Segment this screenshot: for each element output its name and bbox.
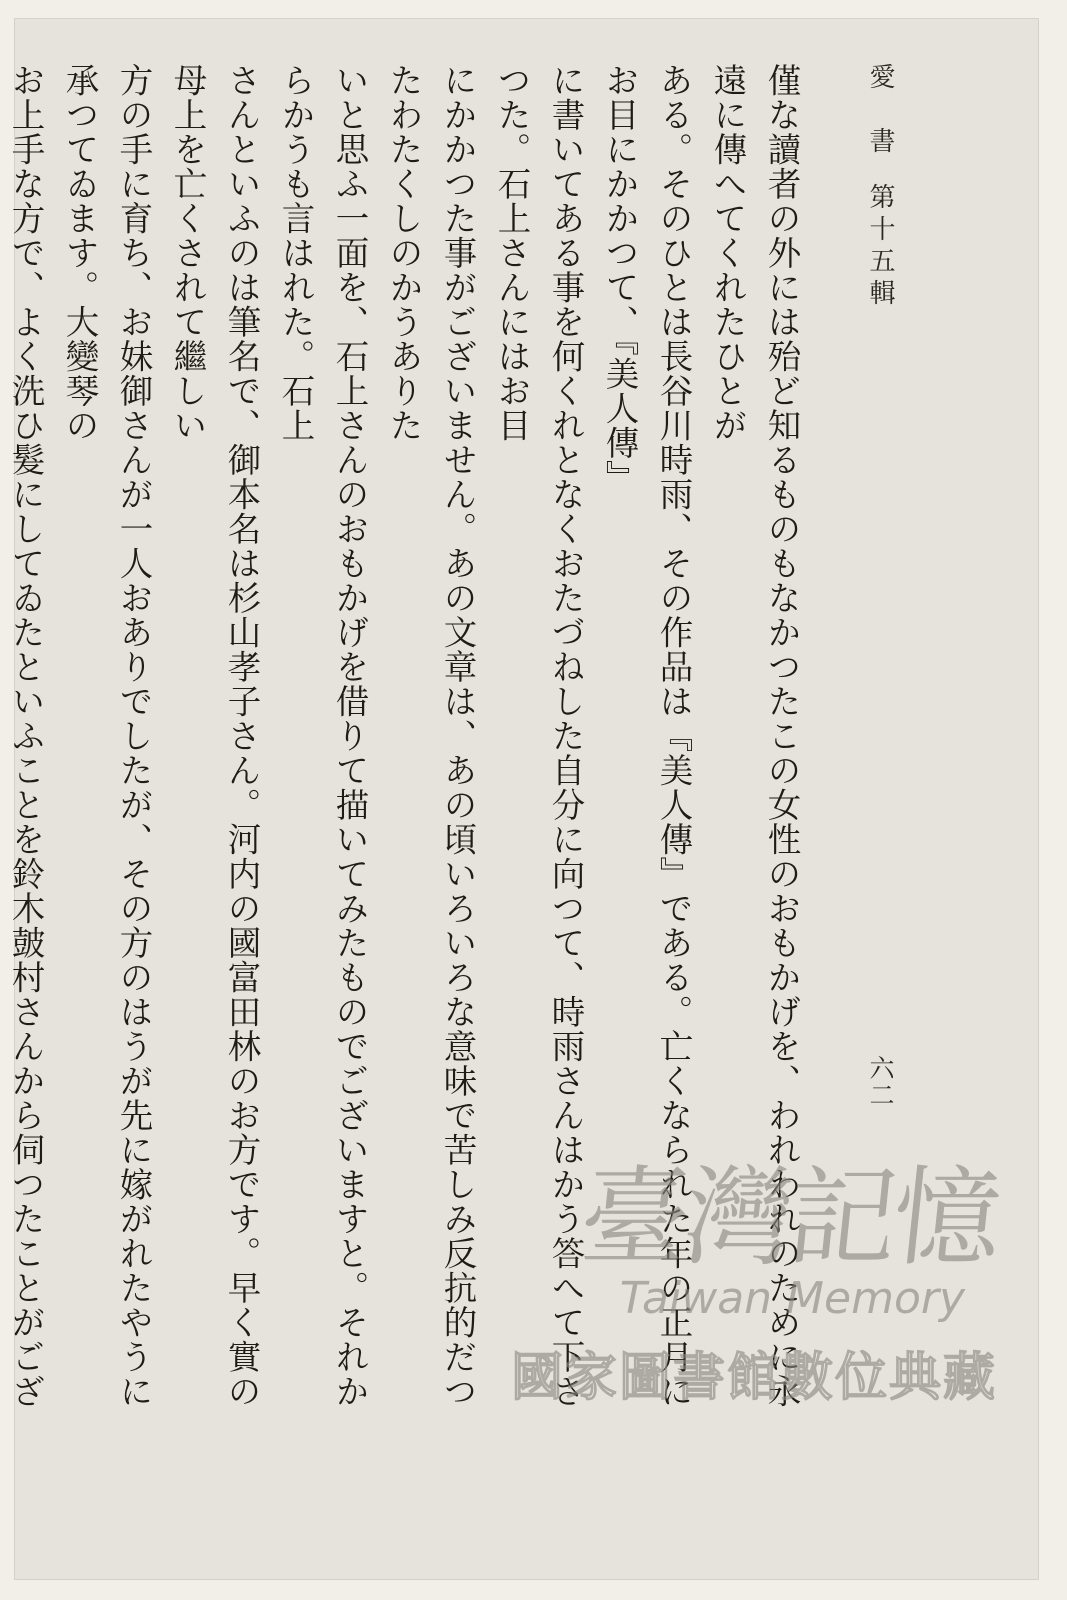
running-header: [867, 63, 893, 311]
issue-number: 第十五輯: [865, 183, 895, 311]
book-page: [6, 18, 1039, 1580]
journal-title: 愛 書: [865, 63, 895, 159]
text-line: さんといふのは筆名で、御本名は杉山孝子さん。河内の國富田林のお方です。早く實の母上を亡くされて繼しい: [168, 63, 261, 1409]
page-number: 六二: [866, 1055, 895, 1109]
watermark-english: Taiwan Memory: [619, 1273, 965, 1324]
text-line: 僅な讀者の外には殆ど知るものもなかつたこの女性のおもかげを、われわれのために永遠に傳へてくれたひとが: [708, 63, 801, 1409]
text-line: にかかつた事がございません。あの文章は、あの頃いろいろな意味で苦しみ反抗的だつたわたくしのかうありた: [384, 63, 477, 1409]
body-text: [0, 63, 808, 1423]
text-line: お上手な方で、よく洗ひ髮にしてゐたといふことを鈴木皷村さんから伺つたことがござ: [6, 63, 45, 1409]
text-line: いと思ふ一面を、石上さんのおもかげを借りて描いてみたものでございますと。それからかうも言はれた。石上: [276, 63, 369, 1409]
text-line: に書いてある事を何くれとなくおたづねした自分に向つて、時雨さんはかう答へて下さつた。石上さんにはお目: [492, 63, 585, 1409]
text-line: ある。そのひとは長谷川時雨、その作品は『美人傳』である。亡くなられた年の正月にお目にかかつて、『美人傳』: [600, 63, 693, 1409]
watermark-cjk-title: 臺灣記憶: [574, 1156, 1004, 1281]
text-line: 方の手に育ち、お妹御さんが一人おありでしたが、その方のはうが先に嫁がれたやうに承つてゐます。大變琴の: [60, 63, 153, 1409]
